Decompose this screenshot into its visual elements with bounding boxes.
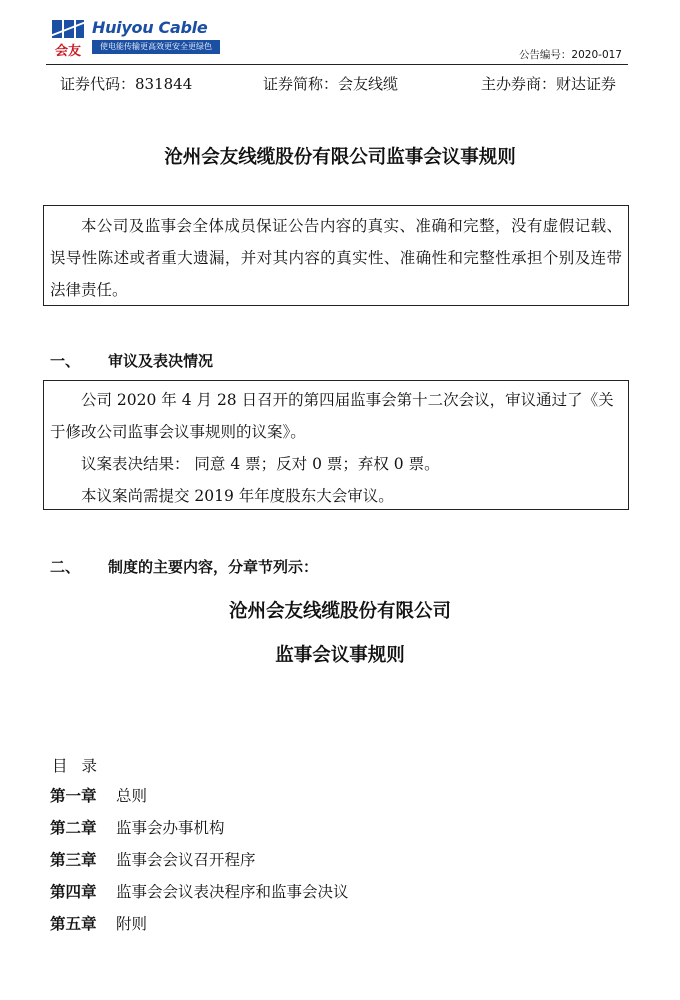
vote-result: 议案表决结果： 同意 4 票；反对 0 票；弃权 0 票。: [81, 455, 440, 473]
toc-chapter: 第三章: [50, 851, 97, 869]
security-short-name: 证券简称：会友线缆: [263, 75, 399, 93]
toc-chapter-name: 总则: [116, 787, 148, 805]
header-divider: [46, 64, 628, 65]
toc-heading: 目录: [52, 757, 112, 775]
logo-brand-en: Huiyou Cable: [92, 18, 208, 37]
toc-chapter-name: 监事会会议召开程序: [116, 851, 256, 869]
review-result-box: [43, 380, 629, 510]
rules-company-name: 沧州会友线缆股份有限公司: [228, 601, 451, 622]
logo-slogan: 使电能传输更高效更安全更绿色: [92, 40, 220, 54]
securities-info-row: [46, 72, 628, 96]
toc-item: [50, 850, 349, 882]
submission-note: 本议案尚需提交 2019 年年度股东大会审议。: [81, 487, 394, 505]
table-of-contents: [50, 786, 349, 946]
review-paragraph: 公司 2020 年 4 月 28 日召开的第四届监事会第十二次会议，审议通过了《关于修改公司监事会议事规则的议案》。: [50, 391, 614, 441]
toc-chapter: 第五章: [50, 915, 97, 933]
document-title: 沧州会友线缆股份有限公司监事会议事规则: [164, 147, 516, 168]
section-number: 一、: [50, 352, 81, 370]
toc-item: [50, 786, 349, 818]
logo-brand-cn: 会友: [54, 44, 81, 59]
toc-chapter-name: 附则: [116, 915, 148, 933]
toc-chapter: 第一章: [50, 787, 97, 805]
toc-item: [50, 914, 349, 946]
toc-item: [50, 818, 349, 850]
company-logo: [48, 18, 220, 59]
section-number: 二、: [50, 558, 81, 576]
toc-chapter-name: 监事会会议表决程序和监事会决议: [116, 883, 349, 901]
section-heading-text: 审议及表决情况: [108, 352, 214, 370]
notice-number: 公告编号：2020-017: [518, 49, 622, 61]
section-heading-text: 制度的主要内容，分章节列示：: [108, 558, 319, 576]
declaration-box: [43, 205, 629, 306]
toc-chapter-name: 监事会办事机构: [116, 819, 225, 837]
toc-item: [50, 882, 349, 914]
toc-chapter: 第四章: [50, 883, 97, 901]
toc-chapter: 第二章: [50, 819, 97, 837]
security-code: 证券代码：831844: [60, 75, 193, 93]
declaration-text: 本公司及监事会全体成员保证公告内容的真实、准确和完整，没有虚假记载、误导性陈述或者重大遗漏，并对其内容的真实性、准确性和完整性承担个别及连带法律责任。: [50, 217, 622, 299]
rules-name: 监事会议事规则: [275, 645, 405, 666]
sponsor-broker: 主办券商：财达证券: [480, 75, 616, 93]
